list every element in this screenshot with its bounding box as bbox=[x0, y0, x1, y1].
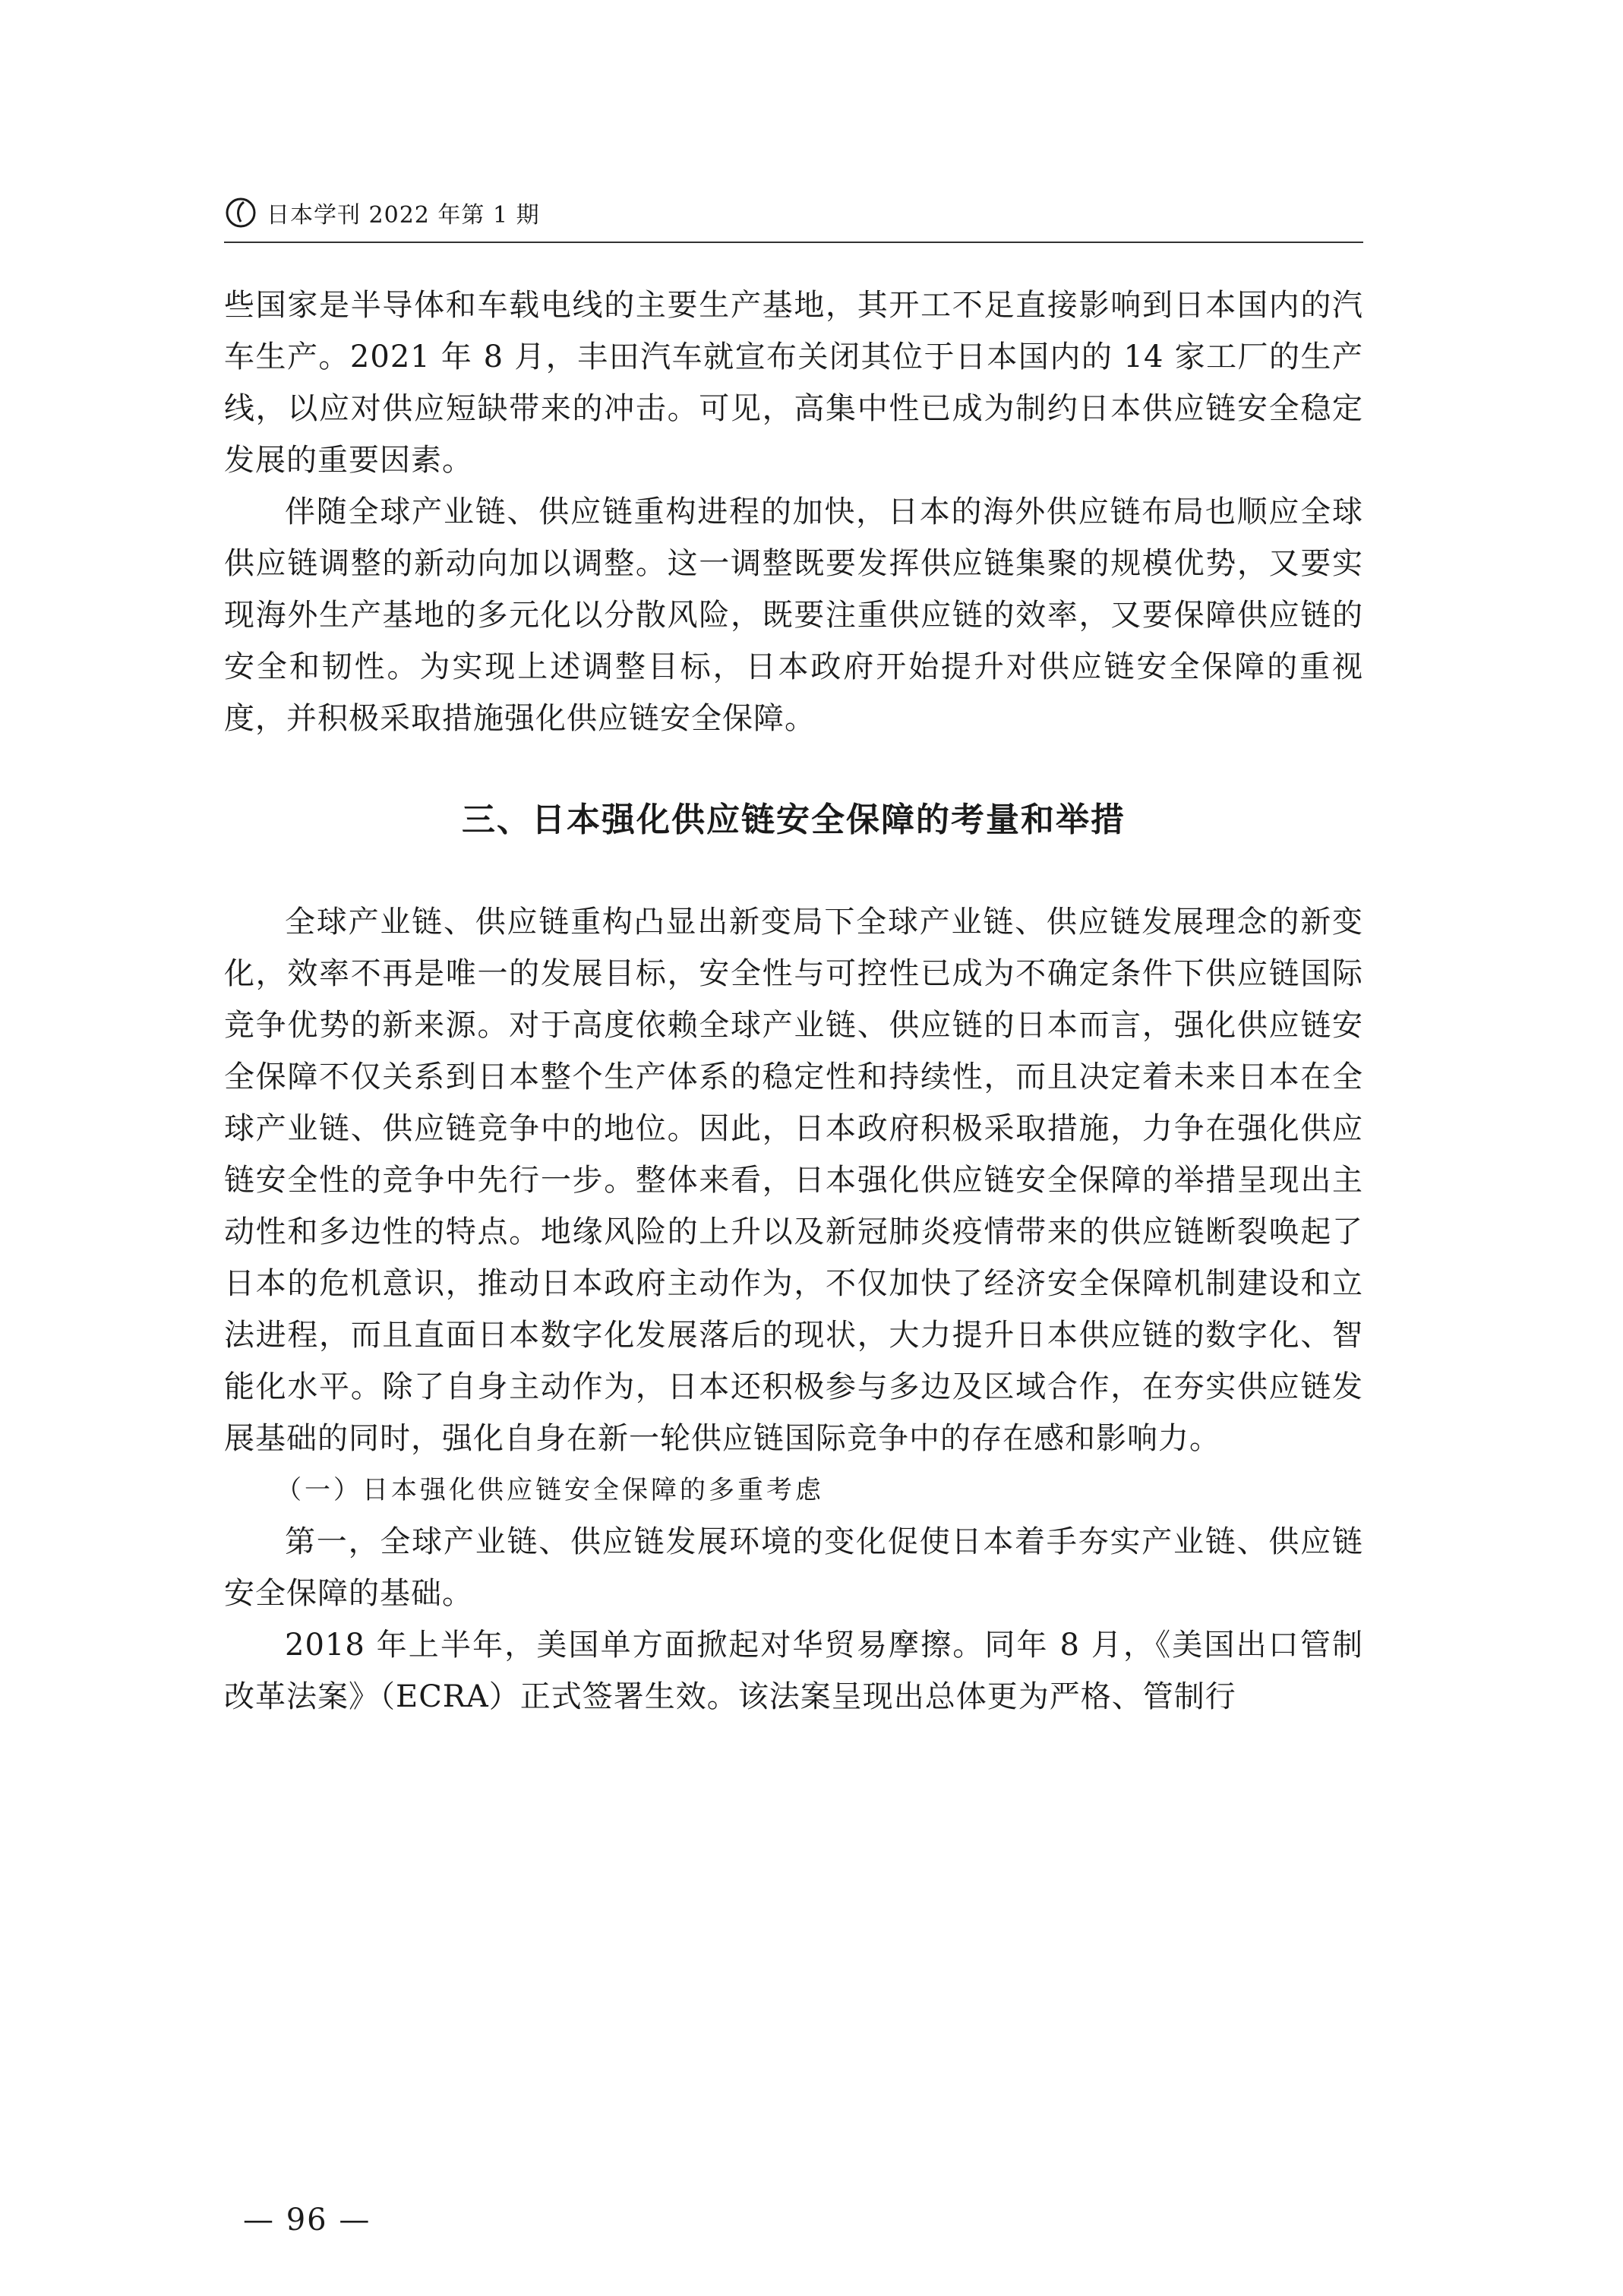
running-header bbox=[224, 190, 1363, 235]
page-number: — 96 — bbox=[243, 2203, 371, 2238]
header-rule bbox=[224, 242, 1363, 243]
paragraph: 伴随全球产业链、供应链重构进程的加快，日本的海外供应链布局也顺应全球供应链调整的新动向加以调整。这一调整既要发挥供应链集聚的规模优势，又要实现海外生产基地的多元化以分散风险，既要注重供应链的效率，又要保障供应链的安全和韧性。为实现上述调整目标，日本政府开始提升对供应链安全保障的重视度，并积极采取措施强化供应链安全保障。 bbox=[224, 494, 1363, 736]
journal-logo-icon bbox=[224, 196, 257, 229]
paragraph: 全球产业链、供应链重构凸显出新变局下全球产业链、供应链发展理念的新变化，效率不再是唯一的发展目标，安全性与可控性已成为不确定条件下供应链国际竞争优势的新来源。对于高度依赖全球产业链、供应链的日本而言，强化供应链安全保障不仅关系到日本整个生产体系的稳定性和持续性，而且决定着未来日本在全球产业链、供应链竞争中的地位。因此，日本政府积极采取措施，力争在强化供应链安全性的竞争中先行一步。整体来看，日本强化供应链安全保障的举措呈现出主动性和多边性的特点。地缘风险的上升以及新冠肺炎疫情带来的供应链断裂唤起了日本的危机意识，推动日本政府主动作为，不仅加快了经济安全保障机制建设和立法进程，而且直面日本数字化发展落后的现状，大力提升日本供应链的数字化、智能化水平。除了自身主动作为，日本还积极参与多边及区域合作，在夯实供应链发展基础的同时，强化自身在新一轮供应链国际竞争中的存在感和影响力。 bbox=[224, 905, 1363, 1456]
article-body bbox=[224, 279, 1363, 1723]
paragraph: 第一，全球产业链、供应链发展环境的变化促使日本着手夯实产业链、供应链安全保障的基础。 bbox=[224, 1524, 1363, 1611]
paragraph: 2018 年上半年，美国单方面掀起对华贸易摩擦。同年 8 月，《美国出口管制改革法案》（ECRA）正式签署生效。该法案呈现出总体更为严格、管制行 bbox=[224, 1628, 1363, 1714]
section-heading: 三、日本强化供应链安全保障的考量和举措 bbox=[462, 801, 1126, 839]
paragraph-continuation: 些国家是半导体和车载电线的主要生产基地，其开工不足直接影响到日本国内的汽车生产。2021 年 8 月，丰田汽车就宣布关闭其位于日本国内的 14 家工厂的生产线，以应对供应短缺带来的冲击。可见，高集中性已成为制约日本供应链安全稳定发展的重要因素。 bbox=[224, 288, 1363, 478]
journal-running-title: 日本学刊 2022 年第 1 期 bbox=[267, 202, 540, 229]
subsection-heading: （一）日本强化供应链安全保障的多重考虑 bbox=[276, 1475, 824, 1505]
